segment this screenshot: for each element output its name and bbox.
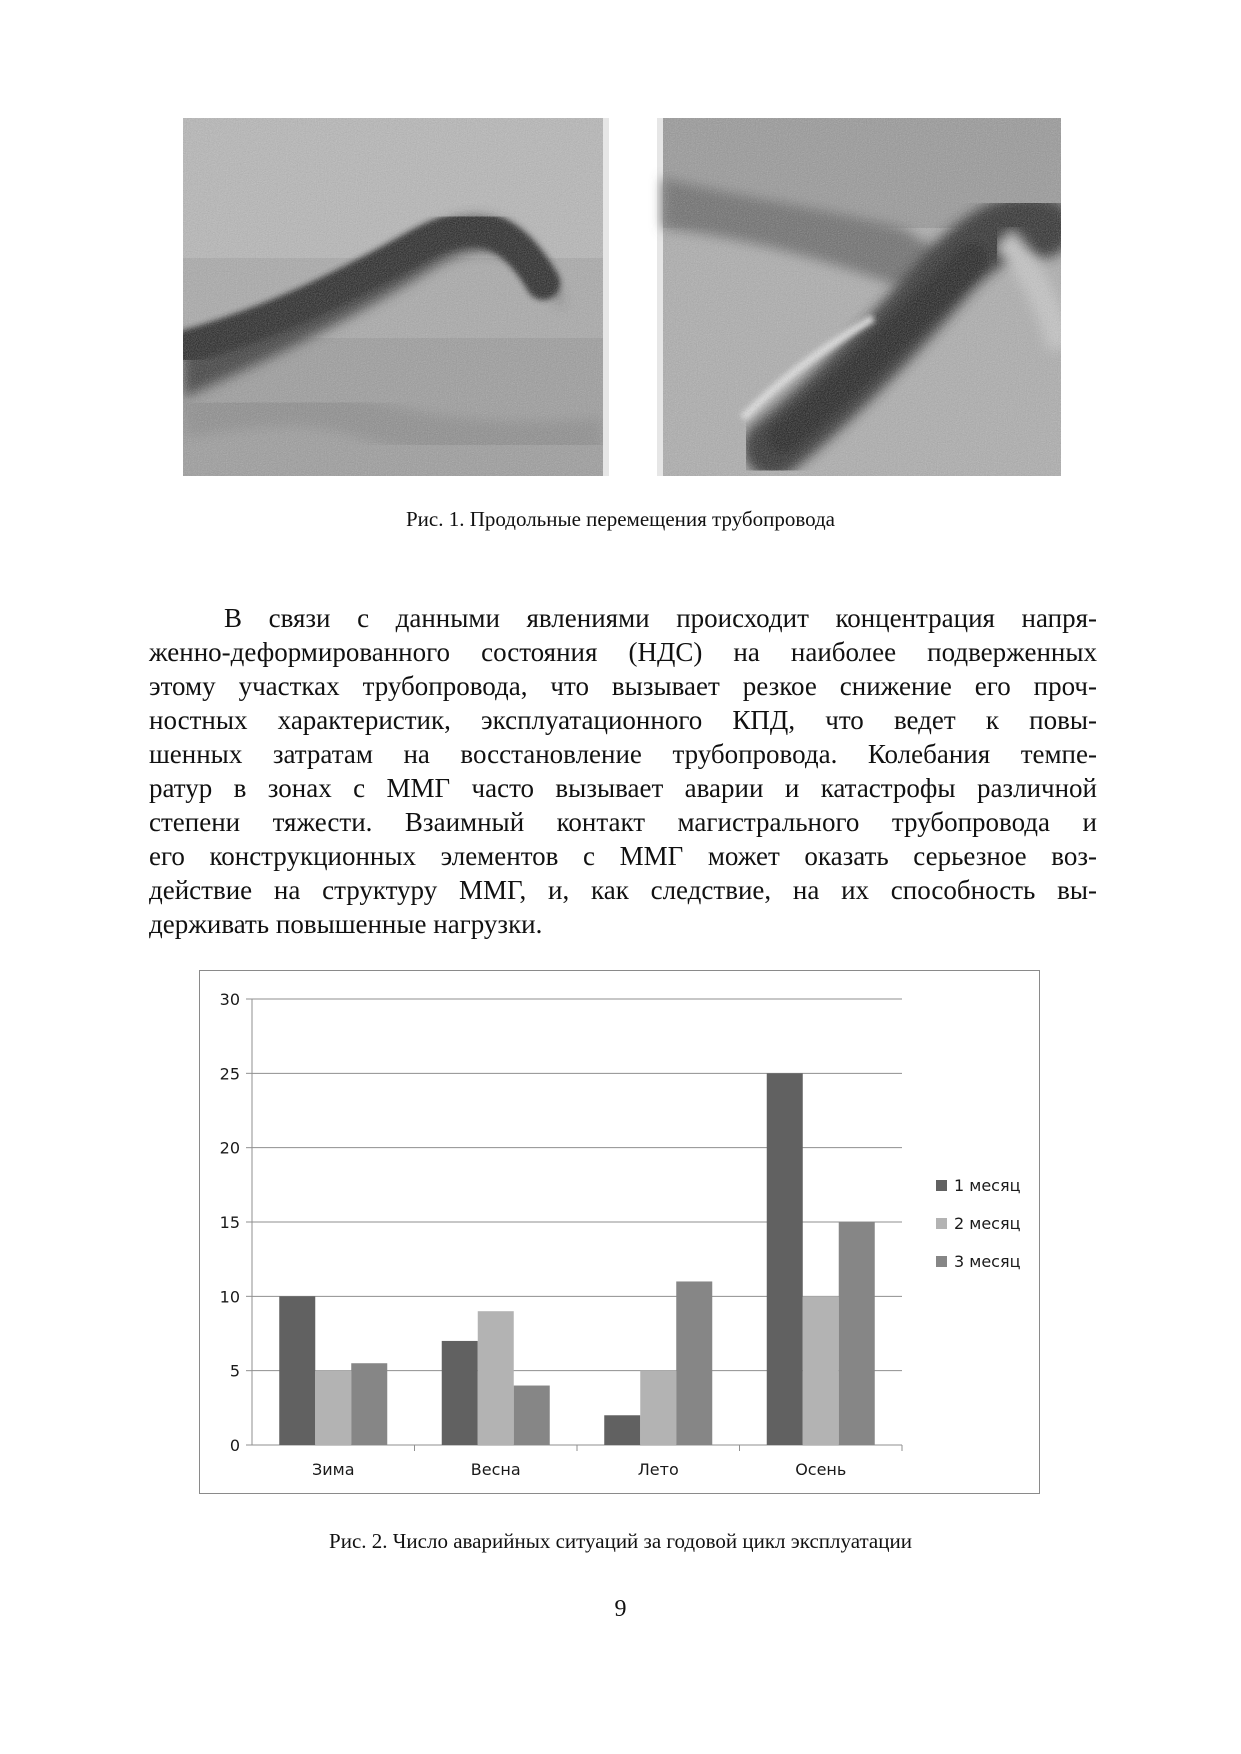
bar [351,1363,387,1445]
legend-swatch [936,1180,947,1191]
x-tick-label: Весна [470,1460,521,1479]
figure-2-caption: Рис. 2. Число аварийных ситуаций за годовой цикл эксплуатации [329,1529,912,1553]
legend-label: 3 месяц [954,1252,1021,1271]
body-paragraph [149,601,1097,941]
paragraph-line: действие на структуру ММГ, и, как следствие, на их способность вы- [149,875,1097,905]
y-tick-label: 25 [219,1064,240,1084]
y-tick-label: 5 [229,1361,240,1381]
page-number: 9 [614,1596,627,1622]
paragraph-line: В связи с данными явлениями происходит концентрация напря- [224,603,1097,633]
photo-left-panel [183,118,603,476]
y-tick-label: 20 [219,1138,240,1158]
figure-1-caption: Рис. 1. Продольные перемещения трубопровода [405,507,836,531]
paragraph-line: этому участках трубопровода, что вызывает резкое снижение его проч- [149,671,1097,701]
paragraph-line: держивать повышенные нагрузки. [149,909,543,939]
bar [604,1415,640,1445]
paragraph-line: шенных затратам на восстановление трубопровода. Колебания темпе- [149,739,1097,769]
y-tick-label: 30 [219,990,240,1009]
photo-right-panel [663,118,1061,476]
bar [315,1371,351,1445]
bar [839,1222,875,1445]
x-tick-label: Лето [637,1460,679,1479]
bar [676,1281,712,1445]
figure-1-photo [183,118,1061,476]
paragraph-line: степени тяжести. Взаимный контакт магистрального трубопровода и [149,807,1097,837]
y-tick-label: 10 [219,1287,240,1307]
paragraph-line: ратур в зонах с ММГ часто вызывает аварии и катастрофы различной [149,773,1097,803]
y-tick-label: 15 [219,1213,240,1232]
paragraph-line: его конструкционных элементов с ММГ может оказать серьезное воз- [149,841,1097,871]
legend-swatch [936,1256,947,1267]
legend-swatch [936,1218,947,1229]
bar [640,1371,676,1445]
bar [478,1311,514,1445]
bar [442,1341,478,1445]
x-tick-label: Осень [795,1460,847,1479]
paragraph-line: ностных характеристик, эксплуатационного КПД, что ведет к повы- [149,705,1097,735]
x-tick-label: Зима [311,1460,355,1479]
bar-chart [200,971,1041,1495]
paragraph-line: женно-деформированного состояния (НДС) на наиболее подверженных [149,637,1097,667]
legend-label: 1 месяц [954,1176,1021,1195]
bar [803,1296,839,1445]
legend-label: 2 месяц [954,1214,1021,1233]
bar [514,1386,550,1445]
figure-2-chart [199,970,1040,1494]
bar [279,1296,315,1445]
y-tick-label: 0 [229,1436,240,1455]
bar [767,1073,803,1445]
